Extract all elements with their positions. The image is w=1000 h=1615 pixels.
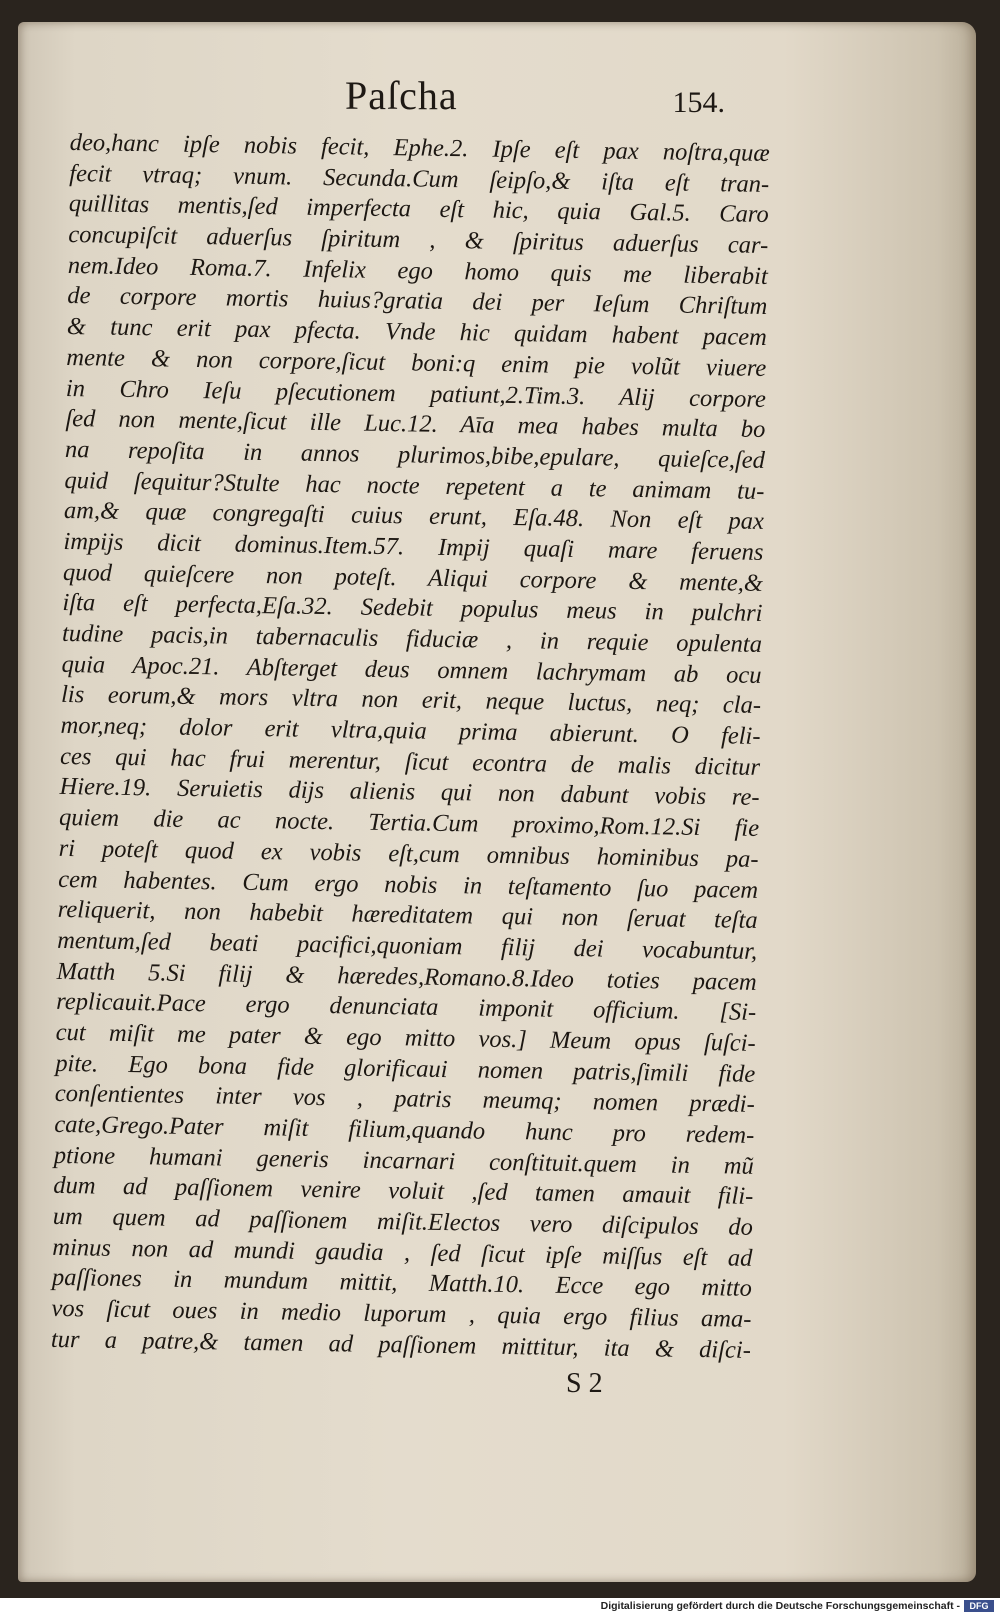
text-line: pite. Ego bona fide glorificaui nomen patris,ſimili fide <box>55 1049 756 1088</box>
text-line: Hiere.19. Seruietis dijs alienis qui non dabunt vobis re- <box>59 773 760 812</box>
body-text <box>51 128 770 1366</box>
funding-note: Digitalisierung gefördert durch die Deutsche Forschungsgemeinschaft - <box>600 1600 960 1612</box>
text-line: in Chro Ieſu pſecutionem patiunt,2.Tim.3. Alij corpore <box>65 374 767 413</box>
text-line: quod quieſcere non poteſt. Aliqui corpore & mente,& <box>62 558 764 597</box>
text-line: concupiſcit aduerſus ſpiritum , & ſpiritus aduerſus car- <box>68 221 769 260</box>
dfg-logo: DFG <box>964 1600 994 1612</box>
text-line: mentum,ſed beati pacifici,quoniam filij dei vocabuntur, <box>57 926 758 965</box>
text-line: conſentientes inter vos , patris meumq; nomen prædi- <box>54 1080 755 1119</box>
text-line: paſſiones in mundum mittit, Matth.10. Ecce ego mitto <box>51 1264 753 1303</box>
text-line: um quem ad paſſionem miſit.Electos vero diſcipulos do <box>52 1202 754 1241</box>
text-line: tudine pacis,in tabernaculis fiduciæ , in requie opulenta <box>61 619 763 658</box>
text-line: iſta eſt perfecta,Eſa.32. Sedebit populus meus in pulchri <box>62 589 763 628</box>
text-line: ptione humani generis incarnari conſtituit.quem in mũ <box>53 1141 754 1180</box>
text-line: deo,hanc ipſe nobis fecit, Ephe.2. Ipſe eſt pax noſtra,quæ <box>69 128 770 167</box>
text-line: ces qui hac frui merentur, ſicut econtra de malis dicitur <box>59 742 761 781</box>
text-line: fecit vtraq; vnum. Secunda.Cum ſeipſo,& iſta eſt tran- <box>69 159 770 198</box>
running-title: Paſcha <box>345 73 458 118</box>
text-line: quid ſequitur?Stulte hac nocte repetent a te animam tu- <box>64 466 765 505</box>
text-line: vos ſicut oues in medio luporum , quia ergo filius ama- <box>51 1294 752 1333</box>
text-line: nem.Ideo Roma.7. Infelix ego homo quis me liberabit <box>67 251 768 290</box>
text-line: ſed non mente,ſicut ille Luc.12. Aīa mea habes multa bo <box>65 405 766 444</box>
text-line: reliquerit, non habebit hæreditatem qui non ſeruat teſta <box>57 896 758 935</box>
text-line: quia Apoc.21. Abſterget deus omnem lachrymam ab ocu <box>61 650 762 689</box>
text-line: lis eorum,& mors vltra non erit, neque luctus, neq; cla- <box>60 681 762 720</box>
text-line: Matth 5.Si filij & hæredes,Romano.8.Ideo toties pacem <box>56 957 757 996</box>
text-line: replicauit.Pace ergo denunciata imponit officium. [Si- <box>56 988 757 1027</box>
text-line: quiem die ac nocte. Tertia.Cum proximo,Rom.12.Si fie <box>58 804 760 843</box>
text-line: & tunc erit pax pfecta. Vnde hic quidam habent pacem <box>66 313 768 352</box>
text-line: cut miſit me pater & ego mitto vos.] Meum opus ſuſci- <box>55 1018 756 1057</box>
text-line: na repoſita in annos plurimos,bibe,epulare, quieſce,ſed <box>64 435 766 474</box>
text-line: cem habentes. Cum ergo nobis in teſtamento ſuo pacem <box>57 865 759 904</box>
text-line: dum ad paſſionem venire voluit ,ſed tamen amauit fili- <box>53 1172 754 1211</box>
text-line: ri poteſt quod ex vobis eſt,cum omnibus hominibus pa- <box>58 834 759 873</box>
text-line: cate,Grego.Pater miſit filium,quando hunc pro redem- <box>54 1110 755 1149</box>
folio-number: 154. <box>672 86 725 119</box>
text-line: minus non ad mundi gaudia , ſed ſicut ipſe miſſus eſt ad <box>52 1233 753 1272</box>
text-line: de corpore mortis huius?gratia dei per Ieſum Chriſtum <box>67 282 768 321</box>
text-line: am,& quæ congregaſti cuius erunt, Eſa.48. Non eſt pax <box>63 497 765 536</box>
text-line: impijs dicit dominus.Item.57. Impij quaſi mare feruens <box>63 527 764 566</box>
text-line: mente & non corpore,ſicut boni:q enim pie volũt viuere <box>66 343 767 382</box>
page-header <box>345 68 725 128</box>
text-line: tur a patre,& tamen ad paſſionem mittitur, ita & diſci- <box>50 1325 752 1364</box>
text-line: mor,neq; dolor erit vltra,quia prima abierunt. O feli- <box>60 711 761 750</box>
signature-mark: S 2 <box>566 1368 603 1399</box>
text-line: quillitas mentis,ſed imperfecta eſt hic, quia Gal.5. Caro <box>68 190 769 229</box>
